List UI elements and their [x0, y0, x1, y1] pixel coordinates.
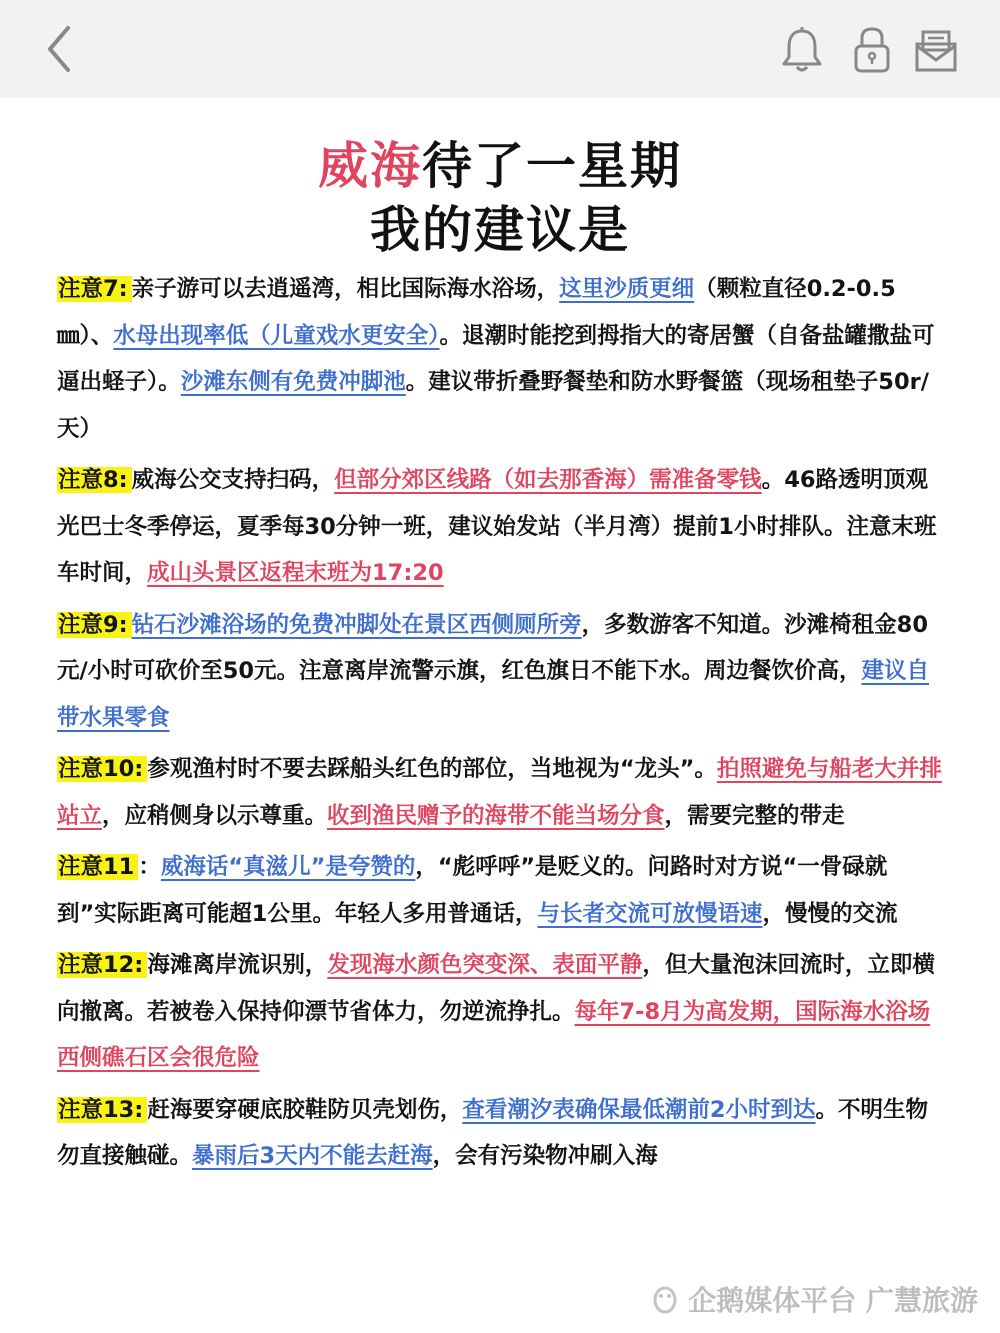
note-tag: 注意13: [57, 1097, 147, 1123]
highlight-link-blue: 钻石沙滩浴场的免费冲脚处在景区西侧厕所旁 [131, 611, 582, 638]
note-tag: 注意11 [57, 854, 138, 880]
note-text: 海滩离岸流识别， [147, 952, 328, 978]
page-title-line-1 [0, 126, 1000, 198]
note-tag: 注意9: [57, 612, 132, 638]
watermark-text: 企鹅媒体平台 广慧旅游 [688, 1284, 978, 1317]
note-text: 。建议带折叠野餐垫和防水野餐篮（现场租垫子50r/天） [57, 369, 929, 442]
highlight-link-blue: 暴雨后3天内不能去赶海 [192, 1143, 433, 1169]
note-text: 赶海要穿硬底胶鞋防贝壳划伤， [147, 1096, 463, 1123]
note-text: ，应稍侧身以示尊重。 [102, 802, 328, 829]
note-paragraph [57, 602, 947, 742]
note-text: 威海公交支持扫码， [131, 467, 335, 493]
lock-icon[interactable] [850, 26, 894, 74]
highlight-link-blue: 与长者交流可放慢语速 [537, 900, 763, 927]
note-tag: 注意7: [57, 276, 132, 302]
note-text: ，“彪呼呼”是贬义的。问路时对方说“一骨碌就到”实际距离可能超1公里。年轻人多用普通话， [57, 854, 888, 927]
notes-list [57, 266, 947, 1185]
note-text: 亲子游可以去逍遥湾，相比国际海水浴场， [131, 276, 560, 302]
note-paragraph [57, 266, 947, 452]
note-text: ，需要完整的带走 [664, 802, 845, 829]
note-paragraph [57, 746, 947, 839]
penguin-logo-icon [650, 1284, 680, 1314]
note-text: ，但大量泡沫回流时，立即横向撤离。若被卷入保持仰漂节省体力，勿逆流挣扎。 [57, 952, 935, 1025]
highlight-link-blue: 建议自带水果零食 [57, 658, 930, 731]
note-tag: 注意8: [57, 467, 132, 493]
highlight-link-red: 发现海水颜色突变深、表面平静 [327, 952, 643, 978]
page-title-line-2: 我的建议是 [370, 201, 630, 259]
note-paragraph [57, 457, 947, 597]
highlight-link-blue: 威海话“真滋儿”是夸赞的 [160, 854, 416, 880]
highlight-link-red: 但部分郊区线路（如去那香海）需准备零钱 [334, 467, 762, 493]
note-text: 。退潮时能挖到拇指大的寄居蟹（自备盐罐撒盐可逼出蛏子）。 [57, 322, 935, 395]
note-tag: 注意12: [57, 952, 147, 978]
note-paragraph [57, 942, 947, 1082]
highlight-link-blue: 这里沙质更细 [559, 276, 695, 302]
note-paragraph [57, 1087, 947, 1180]
title-rest: 待了一星期 [422, 137, 682, 195]
note-text: ： [138, 854, 161, 880]
note-text: 。不明生物勿直接触碰。 [57, 1096, 928, 1169]
highlight-link-red: 拍照避免与船老大并排站立 [57, 756, 942, 829]
title-city: 威海 [318, 137, 422, 195]
top-bar [0, 0, 1000, 98]
note-text: 参观渔村时不要去踩船头红色的部位，当地视为“龙头”。 [147, 756, 717, 782]
bell-icon[interactable] [780, 26, 824, 74]
highlight-link-blue: 查看潮汐表确保最低潮前2小时到达 [462, 1096, 816, 1123]
note-text: （颗粒直径0.2-0.5㎜）、 [57, 276, 896, 349]
watermark [650, 1279, 978, 1319]
note-tag: 注意10: [57, 756, 147, 782]
highlight-link-red: 每年7-8月为高发期，国际海水浴场西侧礁石区会很危险 [57, 998, 931, 1071]
highlight-link-red: 收到渔民赠予的海带不能当场分食 [327, 802, 665, 829]
note-text: ，会有污染物冲刷入海 [432, 1143, 658, 1169]
highlight-link-red: 成山头景区返程末班为17:20 [147, 560, 444, 586]
note-text: ，多数游客不知道。沙滩椅租金80元/小时可砍价至50元。注意离岸流警示旗，红色旗日不能下水。周边餐饮价高， [57, 611, 928, 684]
note-text: 。46路透明顶观光巴士冬季停运，夏季每30分钟一班，建议始发站（半月湾）提前1小时排队。注意末班车时间， [57, 467, 937, 586]
note-text: ，慢慢的交流 [762, 900, 898, 927]
highlight-link-blue: 沙滩东侧有免费冲脚池 [180, 369, 406, 395]
note-paragraph [57, 844, 947, 937]
mail-icon[interactable] [914, 26, 960, 74]
highlight-link-blue: 水母出现率低（儿童戏水更安全） [113, 322, 440, 349]
chevron-left-icon[interactable] [40, 24, 80, 74]
